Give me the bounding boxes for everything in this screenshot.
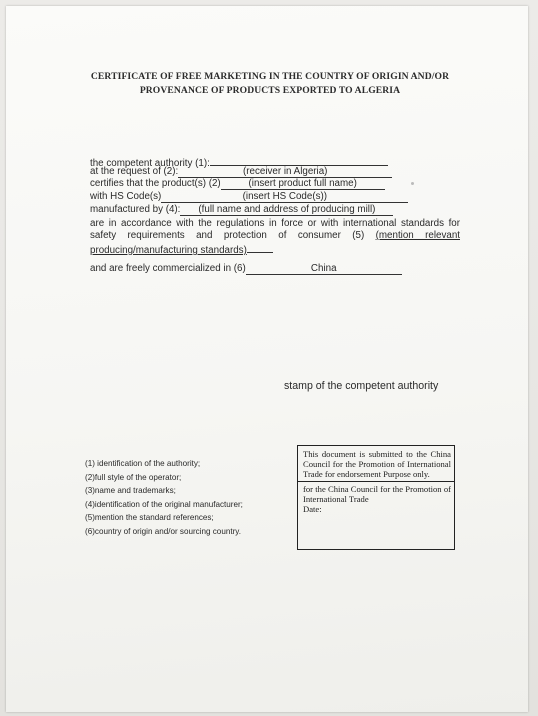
manufactured-value: (full name and address of producing mill) bbox=[198, 204, 376, 215]
authority-label: the competent authority (1): bbox=[90, 158, 210, 169]
endorsement-stamp-box bbox=[297, 445, 455, 550]
standards-blank-tail bbox=[247, 242, 273, 253]
hs-label: with HS Code(s) bbox=[90, 191, 162, 202]
certifies-label: certifies that the product(s) (2) bbox=[90, 178, 221, 189]
manufactured-label: manufactured by (4): bbox=[90, 204, 181, 215]
document-title bbox=[70, 70, 470, 97]
endorsement-top-text: This document is submitted to the China Council for the Promotion of International Trade for endorsement Purpose only. bbox=[303, 449, 451, 479]
footnote-item: (5)mention the standard references; bbox=[85, 513, 214, 523]
certificate-paper bbox=[6, 6, 528, 712]
certifies-line bbox=[90, 178, 385, 190]
endorsement-bottom-text: for the China Council for the Promotion of International Trade bbox=[303, 484, 451, 504]
request-blank[interactable] bbox=[178, 166, 392, 178]
hs-blank[interactable] bbox=[161, 191, 408, 203]
product-blank[interactable] bbox=[221, 178, 385, 190]
commercialized-label: and are freely commercialized in (6) bbox=[90, 263, 246, 274]
hs-line bbox=[90, 191, 408, 203]
stamp-label: stamp of the competent authority bbox=[284, 380, 439, 392]
manufactured-blank[interactable] bbox=[180, 204, 393, 216]
request-label: at the request of (2): bbox=[90, 166, 179, 177]
title-line-2: PROVENANCE OF PRODUCTS EXPORTED TO ALGERIA bbox=[139, 84, 401, 96]
footnote-item: (4)identification of the original manufacturer; bbox=[85, 499, 243, 509]
accordance-paragraph bbox=[90, 218, 460, 257]
commercialized-line bbox=[90, 263, 402, 275]
endorsement-date-label: Date: bbox=[303, 504, 322, 514]
manufactured-line bbox=[90, 204, 393, 216]
authority-blank[interactable] bbox=[210, 154, 388, 166]
product-value: (insert product full name) bbox=[248, 178, 357, 189]
title-line-1: CERTIFICATE OF FREE MARKETING IN THE COUNTRY OF ORIGIN AND/OR bbox=[90, 71, 450, 82]
request-line bbox=[90, 166, 392, 178]
footnote-item: (2)full style of the operator; bbox=[85, 472, 182, 482]
footnotes-list bbox=[85, 457, 243, 539]
hs-value: (insert HS Code(s)) bbox=[242, 191, 328, 202]
standards-value-2: producing/manufacturing standards) bbox=[90, 245, 247, 256]
footnote-item: (3)name and trademarks; bbox=[85, 486, 176, 496]
request-value: (receiver in Algeria) bbox=[243, 166, 328, 177]
footnote-item: (6)country of origin and/or sourcing country. bbox=[85, 526, 241, 536]
accordance-text: are in accordance with the regulations in force or with international standards for safety requirements and protection of consumer (5) bbox=[90, 218, 460, 241]
footnote-item: (1) identification of the authority; bbox=[85, 459, 201, 468]
commercialized-value: China bbox=[310, 263, 337, 274]
standards-value-1: (mention relevant bbox=[375, 230, 460, 241]
commercialized-blank[interactable] bbox=[246, 263, 402, 275]
paper-speck bbox=[411, 182, 414, 185]
